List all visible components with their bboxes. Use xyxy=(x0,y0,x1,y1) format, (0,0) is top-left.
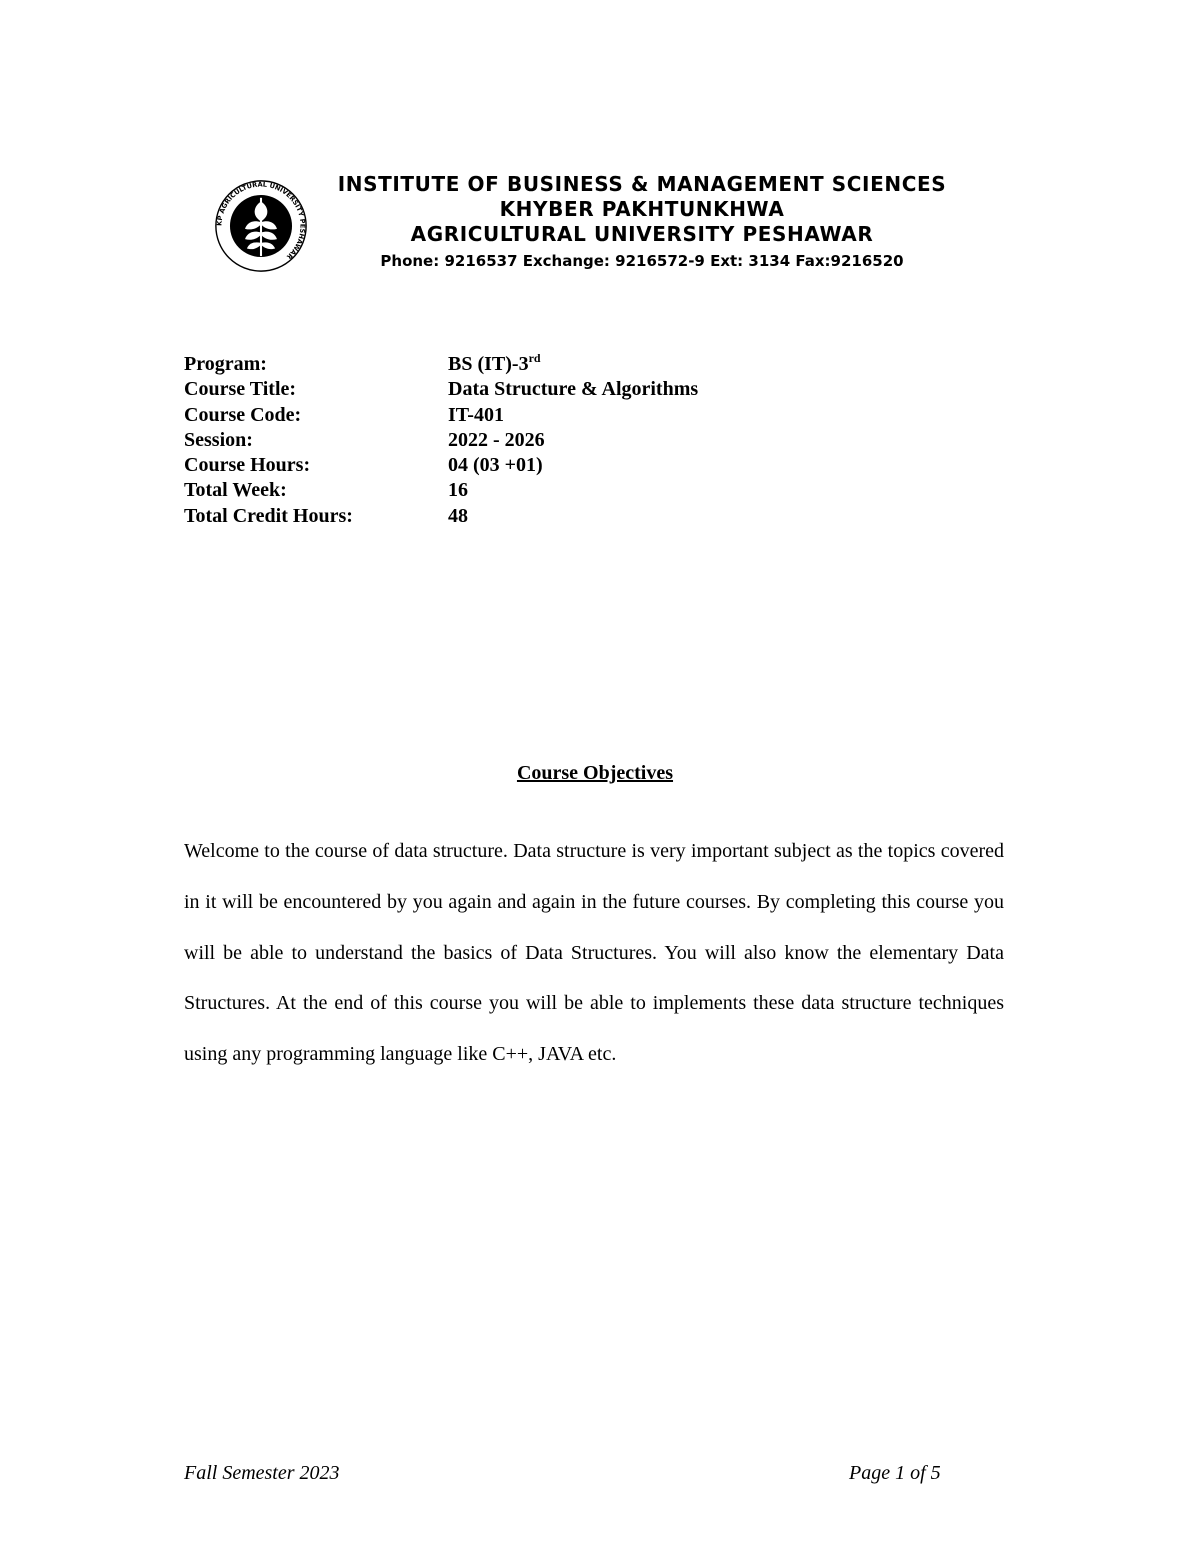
footer-page-number: Page 1 of 5 xyxy=(849,1462,941,1484)
course-title-label: Course Title: xyxy=(184,378,297,401)
total-week-value: 16 xyxy=(448,479,468,502)
course-objectives-paragraph: Welcome to the course of data structure. Data structure is very important subject as the topics covered in it will be encountered by you again and again in the future courses. By completing this course you will be able to understand the basics of Data Structures. You will also know the elementary Data Structures. At the end of this course you will be able to implements these data structure techniques using any programming language like C++, JAVA etc. xyxy=(184,840,1004,1066)
course-hours-value: 04 (03 +01) xyxy=(448,454,543,477)
session-value: 2022 - 2026 xyxy=(448,428,545,451)
seal-ring-text: KP AGRICULTURAL UNIVERSITY PESHAWAR xyxy=(215,180,307,261)
info-row-hours xyxy=(184,453,698,478)
info-row-title xyxy=(184,377,698,402)
course-objectives-heading: Course Objectives xyxy=(516,762,674,784)
program-ordinal-suffix: rd xyxy=(528,351,541,365)
program-value: BS (IT)-3rd xyxy=(448,351,541,375)
course-hours-label: Course Hours: xyxy=(184,454,311,477)
course-code-label: Course Code: xyxy=(184,403,302,426)
info-row-program xyxy=(184,352,698,377)
session-label: Session: xyxy=(184,428,253,451)
course-code-value: IT-401 xyxy=(448,403,504,426)
info-row-credit xyxy=(184,504,698,529)
info-row-week xyxy=(184,478,698,503)
contact-info: Phone: 9216537 Exchange: 9216572-9 Ext: 3134 Fax:9216520 xyxy=(380,252,904,270)
credit-hours-value: 48 xyxy=(448,504,468,527)
program-label: Program: xyxy=(184,353,267,375)
institute-header xyxy=(300,172,984,275)
footer-semester: Fall Semester 2023 xyxy=(184,1462,340,1484)
province-name: KHYBER PAKHTUNKHWA xyxy=(499,197,785,221)
institute-name: INSTITUTE OF BUSINESS & MANAGEMENT SCIENCES xyxy=(337,172,947,196)
university-seal-logo xyxy=(214,178,308,274)
info-row-code xyxy=(184,403,698,428)
total-week-label: Total Week: xyxy=(184,479,287,502)
course-title-value: Data Structure & Algorithms xyxy=(448,378,699,401)
credit-hours-label: Total Credit Hours: xyxy=(184,504,353,527)
university-name: AGRICULTURAL UNIVERSITY PESHAWAR xyxy=(410,222,874,246)
course-info-table xyxy=(184,352,698,529)
info-row-session xyxy=(184,428,698,453)
